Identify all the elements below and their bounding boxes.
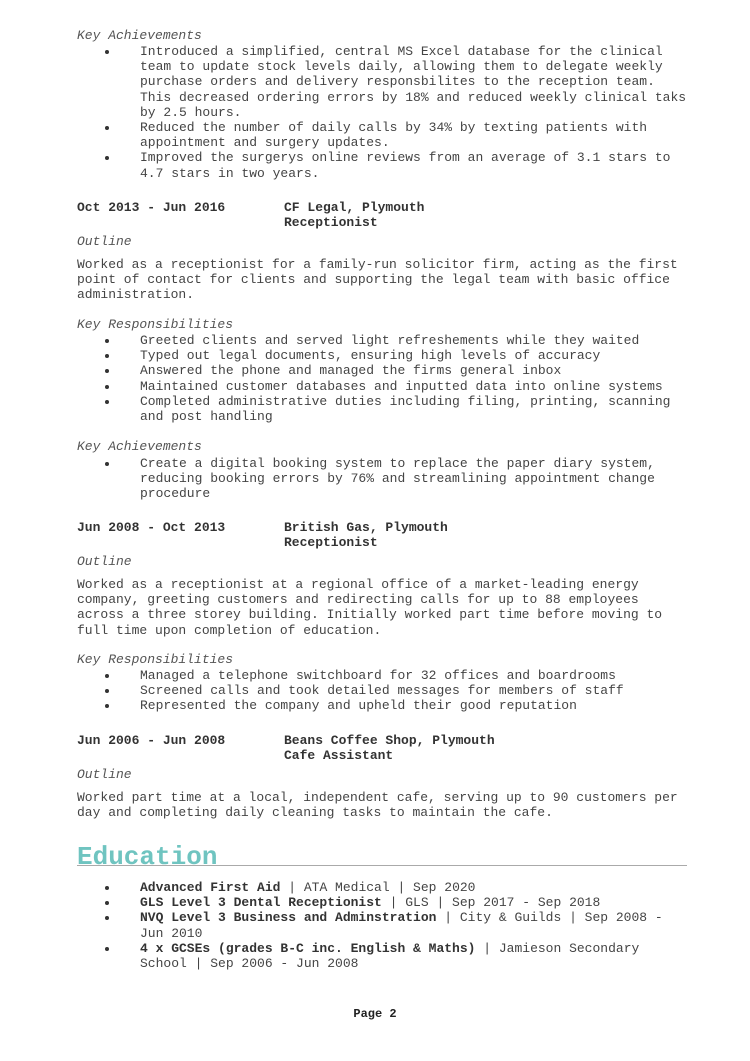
list-item bbox=[77, 910, 687, 940]
qualification-detail: | Jamieson Secondary School | Sep 2006 - Jun 2008 bbox=[140, 940, 640, 972]
list-item bbox=[77, 941, 687, 971]
list-item bbox=[77, 880, 687, 895]
outline-text: Worked as a receptionist at a regional office of a market-leading energy company, greeting customers and redirecting calls for up to 88 employees across a three storey building. Initially worked part time before moving to full time upon completion of education. bbox=[77, 577, 663, 638]
qualification-name: Advanced First Aid bbox=[140, 880, 281, 895]
education-list bbox=[77, 880, 687, 971]
job-employer: Beans Coffee Shop, Plymouth bbox=[284, 733, 495, 748]
job-dates: Jun 2006 - Jun 2008 bbox=[77, 733, 226, 748]
outline-text: Worked as a receptionist for a family-run solicitor firm, acting as the first point of contact for clients and supporting the legal team with basic office administration. bbox=[77, 257, 678, 303]
list-item: Answered the phone and managed the firms general inbox bbox=[77, 363, 687, 378]
qualification-detail: | ATA Medical | Sep 2020 bbox=[280, 880, 476, 895]
job-title: Receptionist bbox=[284, 535, 378, 550]
education-section-title: Education bbox=[77, 842, 218, 872]
page-number: Page 2 bbox=[353, 1007, 397, 1021]
outline-heading: Outline bbox=[77, 234, 132, 249]
key-achievements-list bbox=[77, 456, 687, 502]
list-item: Screened calls and took detailed messages for members of staff bbox=[77, 683, 687, 698]
list-item: Improved the surgerys online reviews from an average of 3.1 stars to 4.7 stars in two years. bbox=[77, 150, 687, 180]
outline-heading: Outline bbox=[77, 767, 132, 782]
outline-heading: Outline bbox=[77, 554, 132, 569]
key-responsibilities-heading: Key Responsibilities bbox=[77, 652, 234, 667]
list-item: Reduced the number of daily calls by 34% by texting patients with appointment and surgery updates. bbox=[77, 120, 687, 150]
key-achievements-heading: Key Achievements bbox=[77, 28, 202, 43]
qualification-detail: | City & Guilds | Sep 2008 - Jun 2010 bbox=[140, 910, 663, 941]
qualification-name: NVQ Level 3 Business and Adminstration bbox=[140, 910, 437, 926]
list-item: Typed out legal documents, ensuring high levels of accuracy bbox=[77, 348, 687, 363]
job-employer: CF Legal, Plymouth bbox=[284, 200, 425, 215]
list-item: Managed a telephone switchboard for 32 offices and boardrooms bbox=[77, 668, 687, 683]
list-item: Represented the company and upheld their good reputation bbox=[77, 698, 687, 713]
job-employer: British Gas, Plymouth bbox=[284, 520, 448, 535]
outline-text: Worked part time at a local, independent cafe, serving up to 90 customers per day and completing daily cleaning tasks to maintain the cafe. bbox=[77, 790, 678, 821]
list-item: Introduced a simplified, central MS Excel database for the clinical team to update stock levels daily, allowing them to delegate weekly purchase orders and delivery responsbilites to the reception team. This decreased ordering errors by 18% and reduced weekly clinical taks by 2.5 hours. bbox=[77, 44, 687, 120]
key-achievements-list bbox=[77, 44, 687, 181]
list-item: Create a digital booking system to replace the paper diary system, reducing booking errors by 76% and streamlining appointment change procedure bbox=[77, 456, 687, 502]
job-title: Cafe Assistant bbox=[284, 748, 394, 763]
qualification-detail: | GLS | Sep 2017 - Sep 2018 bbox=[381, 895, 601, 911]
job-dates: Oct 2013 - Jun 2016 bbox=[77, 200, 226, 215]
list-item bbox=[77, 895, 687, 910]
key-achievements-heading: Key Achievements bbox=[77, 439, 202, 454]
qualification-name: 4 x GCSEs (grades B-C inc. English & Maths) bbox=[140, 940, 476, 956]
key-responsibilities-list bbox=[77, 333, 687, 424]
key-responsibilities-heading: Key Responsibilities bbox=[77, 317, 234, 332]
key-responsibilities-list bbox=[77, 668, 687, 714]
list-item: Maintained customer databases and inputted data into online systems bbox=[77, 379, 687, 394]
list-item: Completed administrative duties including filing, printing, scanning and post handling bbox=[77, 394, 687, 424]
job-dates: Jun 2008 - Oct 2013 bbox=[77, 520, 226, 535]
job-title: Receptionist bbox=[284, 215, 378, 230]
section-divider bbox=[77, 865, 687, 866]
list-item: Greeted clients and served light refreshements while they waited bbox=[77, 333, 687, 348]
qualification-name: GLS Level 3 Dental Receptionist bbox=[140, 895, 382, 911]
